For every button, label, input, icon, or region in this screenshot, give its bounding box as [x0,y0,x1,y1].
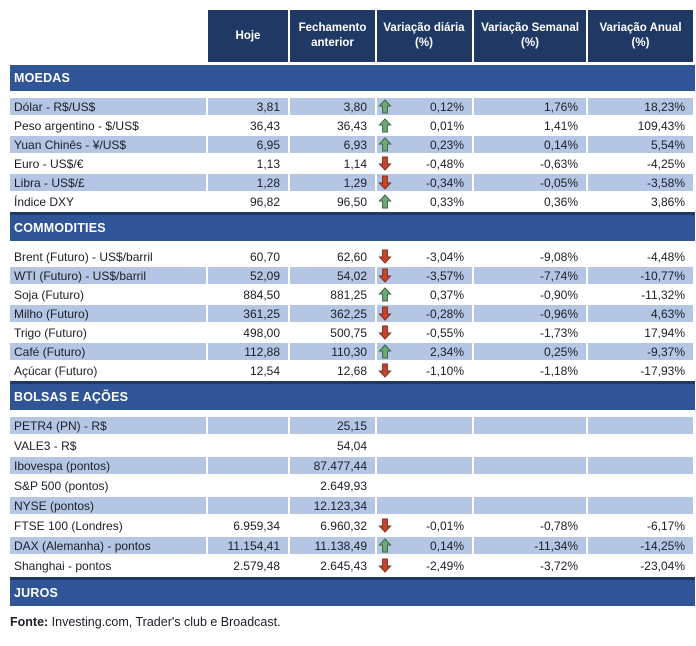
table-row-cafe-futuro [10,343,695,360]
table-row-indice-dxy [10,193,695,210]
row-label: Shanghai - pontos [14,558,112,573]
cell-variacao-semanal: 0,25% [474,343,586,360]
column-header-fechamento: Fechamento anterior [290,10,375,62]
row-label: Dólar - R$/US$ [10,98,206,115]
row-label: DAX (Alemanha) - pontos [10,537,206,554]
cell-hoje: 2.579,48 [233,558,280,573]
trend-down-icon [378,363,392,378]
cell-variacao-anual [588,497,693,514]
cell-variacao-anual: 5,54% [588,136,693,153]
row-label: Peso argentino - $/US$ [14,118,139,133]
section-bolsas-e-acoes [10,381,695,574]
cell-fechamento: 36,43 [336,118,367,133]
table-row-nyse-pontos [10,497,695,514]
cell-fechamento: 54,04 [336,438,367,453]
cell-hoje: 884,50 [243,287,280,302]
cell-fechamento: 1,14 [343,156,367,171]
cell-variacao-semanal: -9,08% [539,249,578,264]
cell-fechamento: 54,02 [290,267,375,284]
cell-hoje [208,497,288,514]
trend-down-icon [378,268,392,283]
trend-up-icon [378,99,392,114]
row-label: Brent (Futuro) - US$/barril [14,249,153,264]
variacao-diaria-value: -0,28% [425,306,464,321]
row-label: NYSE (pontos) [10,497,206,514]
cell-variacao-semanal: -0,96% [474,305,586,322]
trend-up-icon [378,137,392,152]
cell-variacao-anual: 109,43% [637,118,685,133]
cell-variacao-anual [588,457,693,474]
cell-variacao-diaria [377,517,472,534]
cell-hoje: 1,28 [208,174,288,191]
table-row-shanghai-pontos [10,557,695,574]
cell-hoje: 361,25 [208,305,288,322]
cell-hoje: 498,00 [243,325,280,340]
cell-fechamento: 362,25 [290,305,375,322]
trend-down-icon [378,156,392,171]
variacao-diaria-value: 0,33% [429,194,464,209]
column-header-var-anual: Variação Anual (%) [588,10,693,62]
variacao-diaria-value: 0,12% [429,99,464,114]
section-juros [10,577,695,606]
cell-fechamento: 881,25 [330,287,367,302]
table-row-vale3-r [10,437,695,454]
table-body [10,65,695,606]
cell-hoje: 6,95 [208,136,288,153]
cell-fechamento: 2.645,43 [320,558,367,573]
cell-hoje: 1,13 [256,156,280,171]
cell-fechamento: 62,60 [336,249,367,264]
row-label: S&P 500 (pontos) [14,478,109,493]
cell-variacao-diaria [377,437,472,454]
cell-variacao-anual: 4,63% [588,305,693,322]
trend-up-icon [378,538,392,553]
variacao-diaria-value: 0,01% [429,118,464,133]
table-row-euro-us [10,155,695,172]
variacao-diaria-value: -0,48% [425,156,464,171]
cell-fechamento: 11.138,49 [290,537,375,554]
cell-variacao-anual [588,417,693,434]
cell-variacao-semanal: -3,72% [539,558,578,573]
table-row-wti-futuro-us-barril [10,267,695,284]
header-spacer [10,10,206,62]
variacao-diaria-value: -0,34% [425,175,464,190]
cell-variacao-anual: -10,77% [588,267,693,284]
cell-variacao-semanal: -1,73% [539,325,578,340]
cell-variacao-anual: -4,25% [646,156,685,171]
variacao-diaria-value: 0,23% [429,137,464,152]
cell-variacao-diaria [377,343,472,360]
cell-hoje: 6.959,34 [233,518,280,533]
trend-up-icon [378,194,392,209]
cell-fechamento: 96,50 [336,194,367,209]
row-label: Açúcar (Futuro) [14,363,98,378]
cell-variacao-anual: -6,17% [646,518,685,533]
trend-up-icon [378,344,392,359]
row-label: VALE3 - R$ [14,438,77,453]
section-rows [10,248,695,379]
cell-fechamento: 25,15 [290,417,375,434]
row-label: Café (Futuro) [10,343,206,360]
row-label: Libra - US$/£ [10,174,206,191]
cell-variacao-diaria [377,457,472,474]
cell-variacao-anual: -4,48% [646,249,685,264]
cell-variacao-anual: -3,58% [588,174,693,191]
table-row-brent-futuro-us-barril [10,248,695,265]
cell-variacao-semanal: -0,63% [539,156,578,171]
cell-hoje: 3,81 [208,98,288,115]
cell-variacao-anual: -9,37% [588,343,693,360]
cell-hoje: 112,88 [208,343,288,360]
table-row-peso-argentino-us [10,117,695,134]
cell-variacao-diaria [377,362,472,379]
cell-hoje: 96,82 [249,194,280,209]
cell-fechamento: 12.123,34 [290,497,375,514]
cell-variacao-semanal: -1,18% [539,363,578,378]
row-label: Ibovespa (pontos) [10,457,206,474]
cell-variacao-diaria [377,557,472,574]
trend-down-icon [378,518,392,533]
section-moedas [10,65,695,210]
cell-variacao-diaria [377,98,472,115]
cell-variacao-anual [588,437,693,454]
trend-down-icon [378,249,392,264]
table-row-milho-futuro [10,305,695,322]
variacao-diaria-value: 0,37% [429,287,464,302]
row-label: FTSE 100 (Londres) [14,518,123,533]
cell-variacao-semanal: -11,34% [474,537,586,554]
trend-down-icon [378,558,392,573]
section-header-juros: JUROS [10,580,695,606]
cell-variacao-semanal: -0,78% [539,518,578,533]
section-rows [10,417,695,574]
cell-hoje: 52,09 [208,267,288,284]
column-header-hoje: Hoje [208,10,288,62]
section-header-bolsas-e-acoes: BOLSAS E AÇÕES [10,384,695,410]
cell-variacao-semanal [474,437,586,454]
cell-variacao-anual [588,477,693,494]
cell-variacao-diaria [377,155,472,172]
cell-hoje: 36,43 [249,118,280,133]
cell-variacao-diaria [377,324,472,341]
trend-down-icon [378,306,392,321]
cell-variacao-anual: -23,04% [640,558,685,573]
cell-variacao-diaria [377,497,472,514]
cell-variacao-anual: 17,94% [644,325,685,340]
cell-variacao-semanal: -0,90% [539,287,578,302]
cell-variacao-semanal: 1,41% [543,118,578,133]
cell-variacao-diaria [377,417,472,434]
trend-down-icon [378,325,392,340]
row-label: Soja (Futuro) [14,287,85,302]
row-label: Yuan Chinês - ¥/US$ [10,136,206,153]
cell-hoje [208,437,288,454]
variacao-diaria-value: -2,49% [425,558,464,573]
cell-hoje [208,417,288,434]
variacao-diaria-value: -1,10% [425,363,464,378]
cell-variacao-diaria [377,117,472,134]
row-label: WTI (Futuro) - US$/barril [10,267,206,284]
cell-variacao-semanal [474,477,586,494]
cell-variacao-semanal [474,417,586,434]
cell-hoje: 12,54 [249,363,280,378]
source-text: Investing.com, Trader's club e Broadcast. [48,615,281,629]
variacao-diaria-value: -3,04% [425,249,464,264]
table-header [10,10,695,62]
cell-fechamento: 12,68 [336,363,367,378]
cell-variacao-diaria [377,136,472,153]
variacao-diaria-value: -0,01% [425,518,464,533]
variacao-diaria-value: -0,55% [425,325,464,340]
cell-variacao-diaria [377,537,472,554]
cell-variacao-semanal: -0,05% [474,174,586,191]
trend-up-icon [378,287,392,302]
cell-variacao-semanal: 1,76% [474,98,586,115]
cell-hoje [208,477,288,494]
cell-variacao-anual: -11,32% [641,287,685,302]
variacao-diaria-value: -3,57% [425,268,464,283]
cell-variacao-anual: -17,93% [640,363,685,378]
cell-variacao-semanal [474,497,586,514]
section-rows [10,98,695,210]
cell-fechamento: 87.477,44 [290,457,375,474]
cell-variacao-semanal: 0,36% [543,194,578,209]
trend-down-icon [378,175,392,190]
cell-variacao-diaria [377,305,472,322]
table-row-libra-us [10,174,695,191]
table-row-ibovespa-pontos [10,457,695,474]
cell-variacao-semanal: -7,74% [474,267,586,284]
cell-variacao-diaria [377,477,472,494]
cell-fechamento: 500,75 [330,325,367,340]
cell-variacao-semanal [474,457,586,474]
cell-fechamento: 2.649,93 [320,478,367,493]
table-row-dolar-r-us [10,98,695,115]
table-row-petr4-pn-r [10,417,695,434]
table-row-ftse-100-londres [10,517,695,534]
cell-hoje: 11.154,41 [208,537,288,554]
table-row-yuan-chines-us [10,136,695,153]
section-header-commodities: COMMODITIES [10,215,695,241]
cell-hoje [208,457,288,474]
cell-fechamento: 6.960,32 [320,518,367,533]
cell-variacao-diaria [377,267,472,284]
column-header-var-semanal: Variação Semanal (%) [474,10,586,62]
cell-hoje: 60,70 [249,249,280,264]
column-header-var-diaria: Variação diária (%) [377,10,472,62]
variacao-diaria-value: 2,34% [429,344,464,359]
row-label: PETR4 (PN) - R$ [10,417,206,434]
table-row-soja-futuro [10,286,695,303]
cell-fechamento: 6,93 [290,136,375,153]
source-note [10,615,695,629]
cell-variacao-diaria [377,248,472,265]
source-label: Fonte: [10,615,49,629]
cell-variacao-anual: 18,23% [588,98,693,115]
cell-fechamento: 1,29 [290,174,375,191]
table-row-acucar-futuro [10,362,695,379]
cell-variacao-diaria [377,286,472,303]
row-label: Milho (Futuro) [10,305,206,322]
section-header-moedas: MOEDAS [10,65,695,91]
cell-fechamento: 3,80 [290,98,375,115]
trend-up-icon [378,118,392,133]
cell-fechamento: 110,30 [290,343,375,360]
cell-variacao-anual: -14,25% [588,537,693,554]
cell-variacao-anual: 3,86% [650,194,685,209]
row-label: Euro - US$/€ [14,156,84,171]
variacao-diaria-value: 0,14% [429,538,464,553]
section-commodities [10,212,695,379]
row-label: Índice DXY [14,194,75,209]
row-label: Trigo (Futuro) [14,325,87,340]
table-row-trigo-futuro [10,324,695,341]
table-row-s-p-500-pontos [10,477,695,494]
table-row-dax-alemanha-pontos [10,537,695,554]
cell-variacao-diaria [377,174,472,191]
cell-variacao-diaria [377,193,472,210]
cell-variacao-semanal: 0,14% [474,136,586,153]
